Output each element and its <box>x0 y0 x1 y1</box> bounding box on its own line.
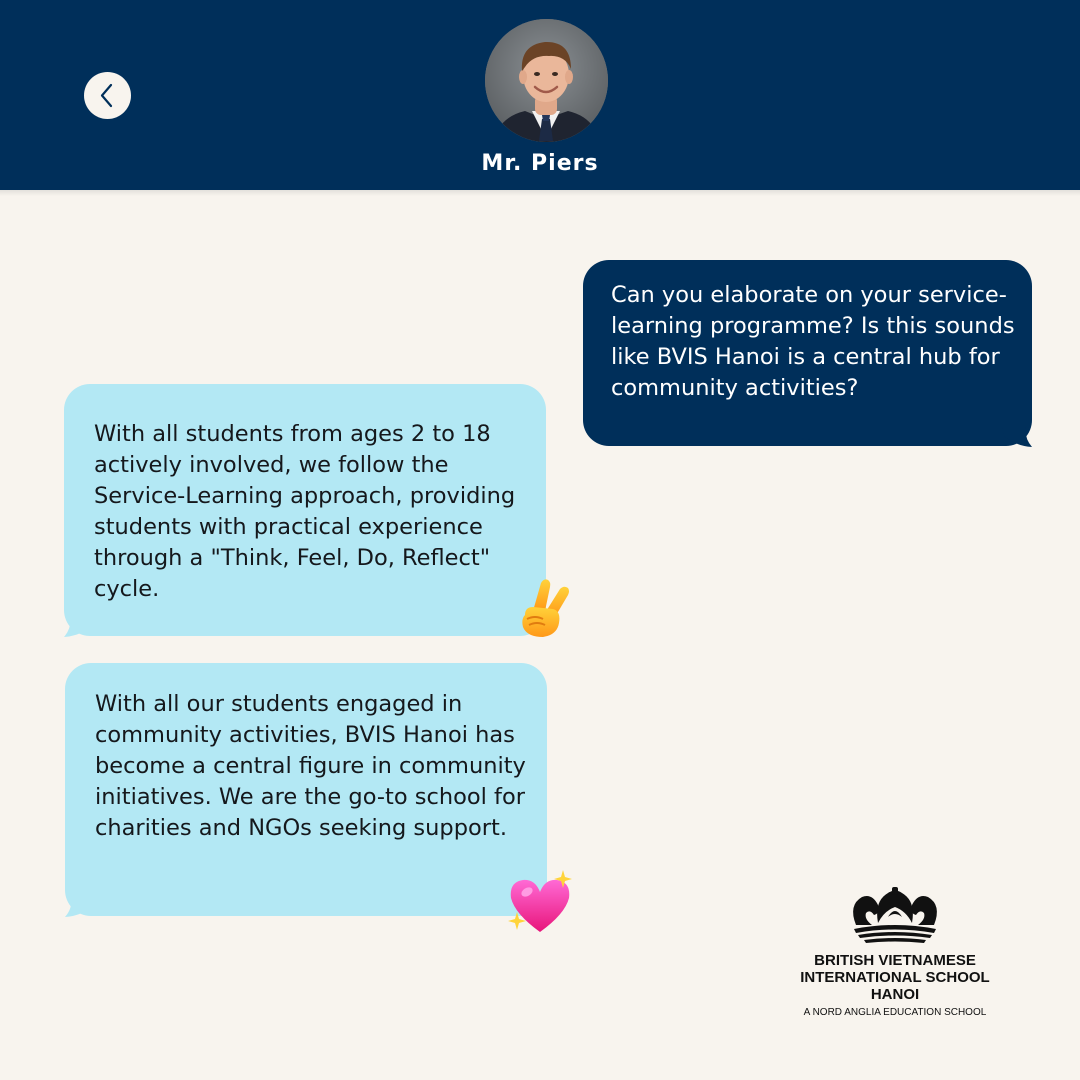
contact-avatar[interactable] <box>485 19 608 142</box>
victory-hand-icon <box>513 575 577 641</box>
crest-icon <box>848 885 942 945</box>
bubble-tail <box>1000 426 1032 448</box>
contact-name: Mr. Piers <box>481 151 599 176</box>
logo-line-2: INTERNATIONAL SCHOOL <box>800 969 990 986</box>
chat-header <box>0 0 1080 190</box>
sparkling-heart-icon <box>505 868 575 938</box>
message-text: With all students from ages 2 to 18 actively involved, we follow the Service-Learning approach, providing students with practical experience through a "Think, Feel, Do, Reflect" cycle. <box>94 421 516 602</box>
message-bubble-incoming[interactable] <box>64 384 546 636</box>
avatar-portrait <box>485 19 608 142</box>
chevron-left-icon <box>84 72 131 119</box>
bubble-tail <box>65 896 97 918</box>
logo-tagline: A NORD ANGLIA EDUCATION SCHOOL <box>803 1007 987 1018</box>
message-text: With all our students engaged in community activities, BVIS Hanoi has become a central figure in community initiatives. We are the go-to school for charities and NGOs seeking support. <box>95 691 526 841</box>
bubble-tail <box>64 616 96 638</box>
logo-line-3: HANOI <box>870 986 920 1003</box>
message-text: Can you elaborate on your service-learning programme? Is this sounds like BVIS Hanoi is a central hub for community activities? <box>611 282 1015 401</box>
logo-line-1: BRITISH VIETNAMESE <box>814 952 976 969</box>
message-bubble-incoming[interactable] <box>65 663 547 916</box>
header-divider <box>0 190 1080 196</box>
message-bubble-outgoing[interactable] <box>583 260 1032 446</box>
back-button[interactable] <box>84 72 131 119</box>
